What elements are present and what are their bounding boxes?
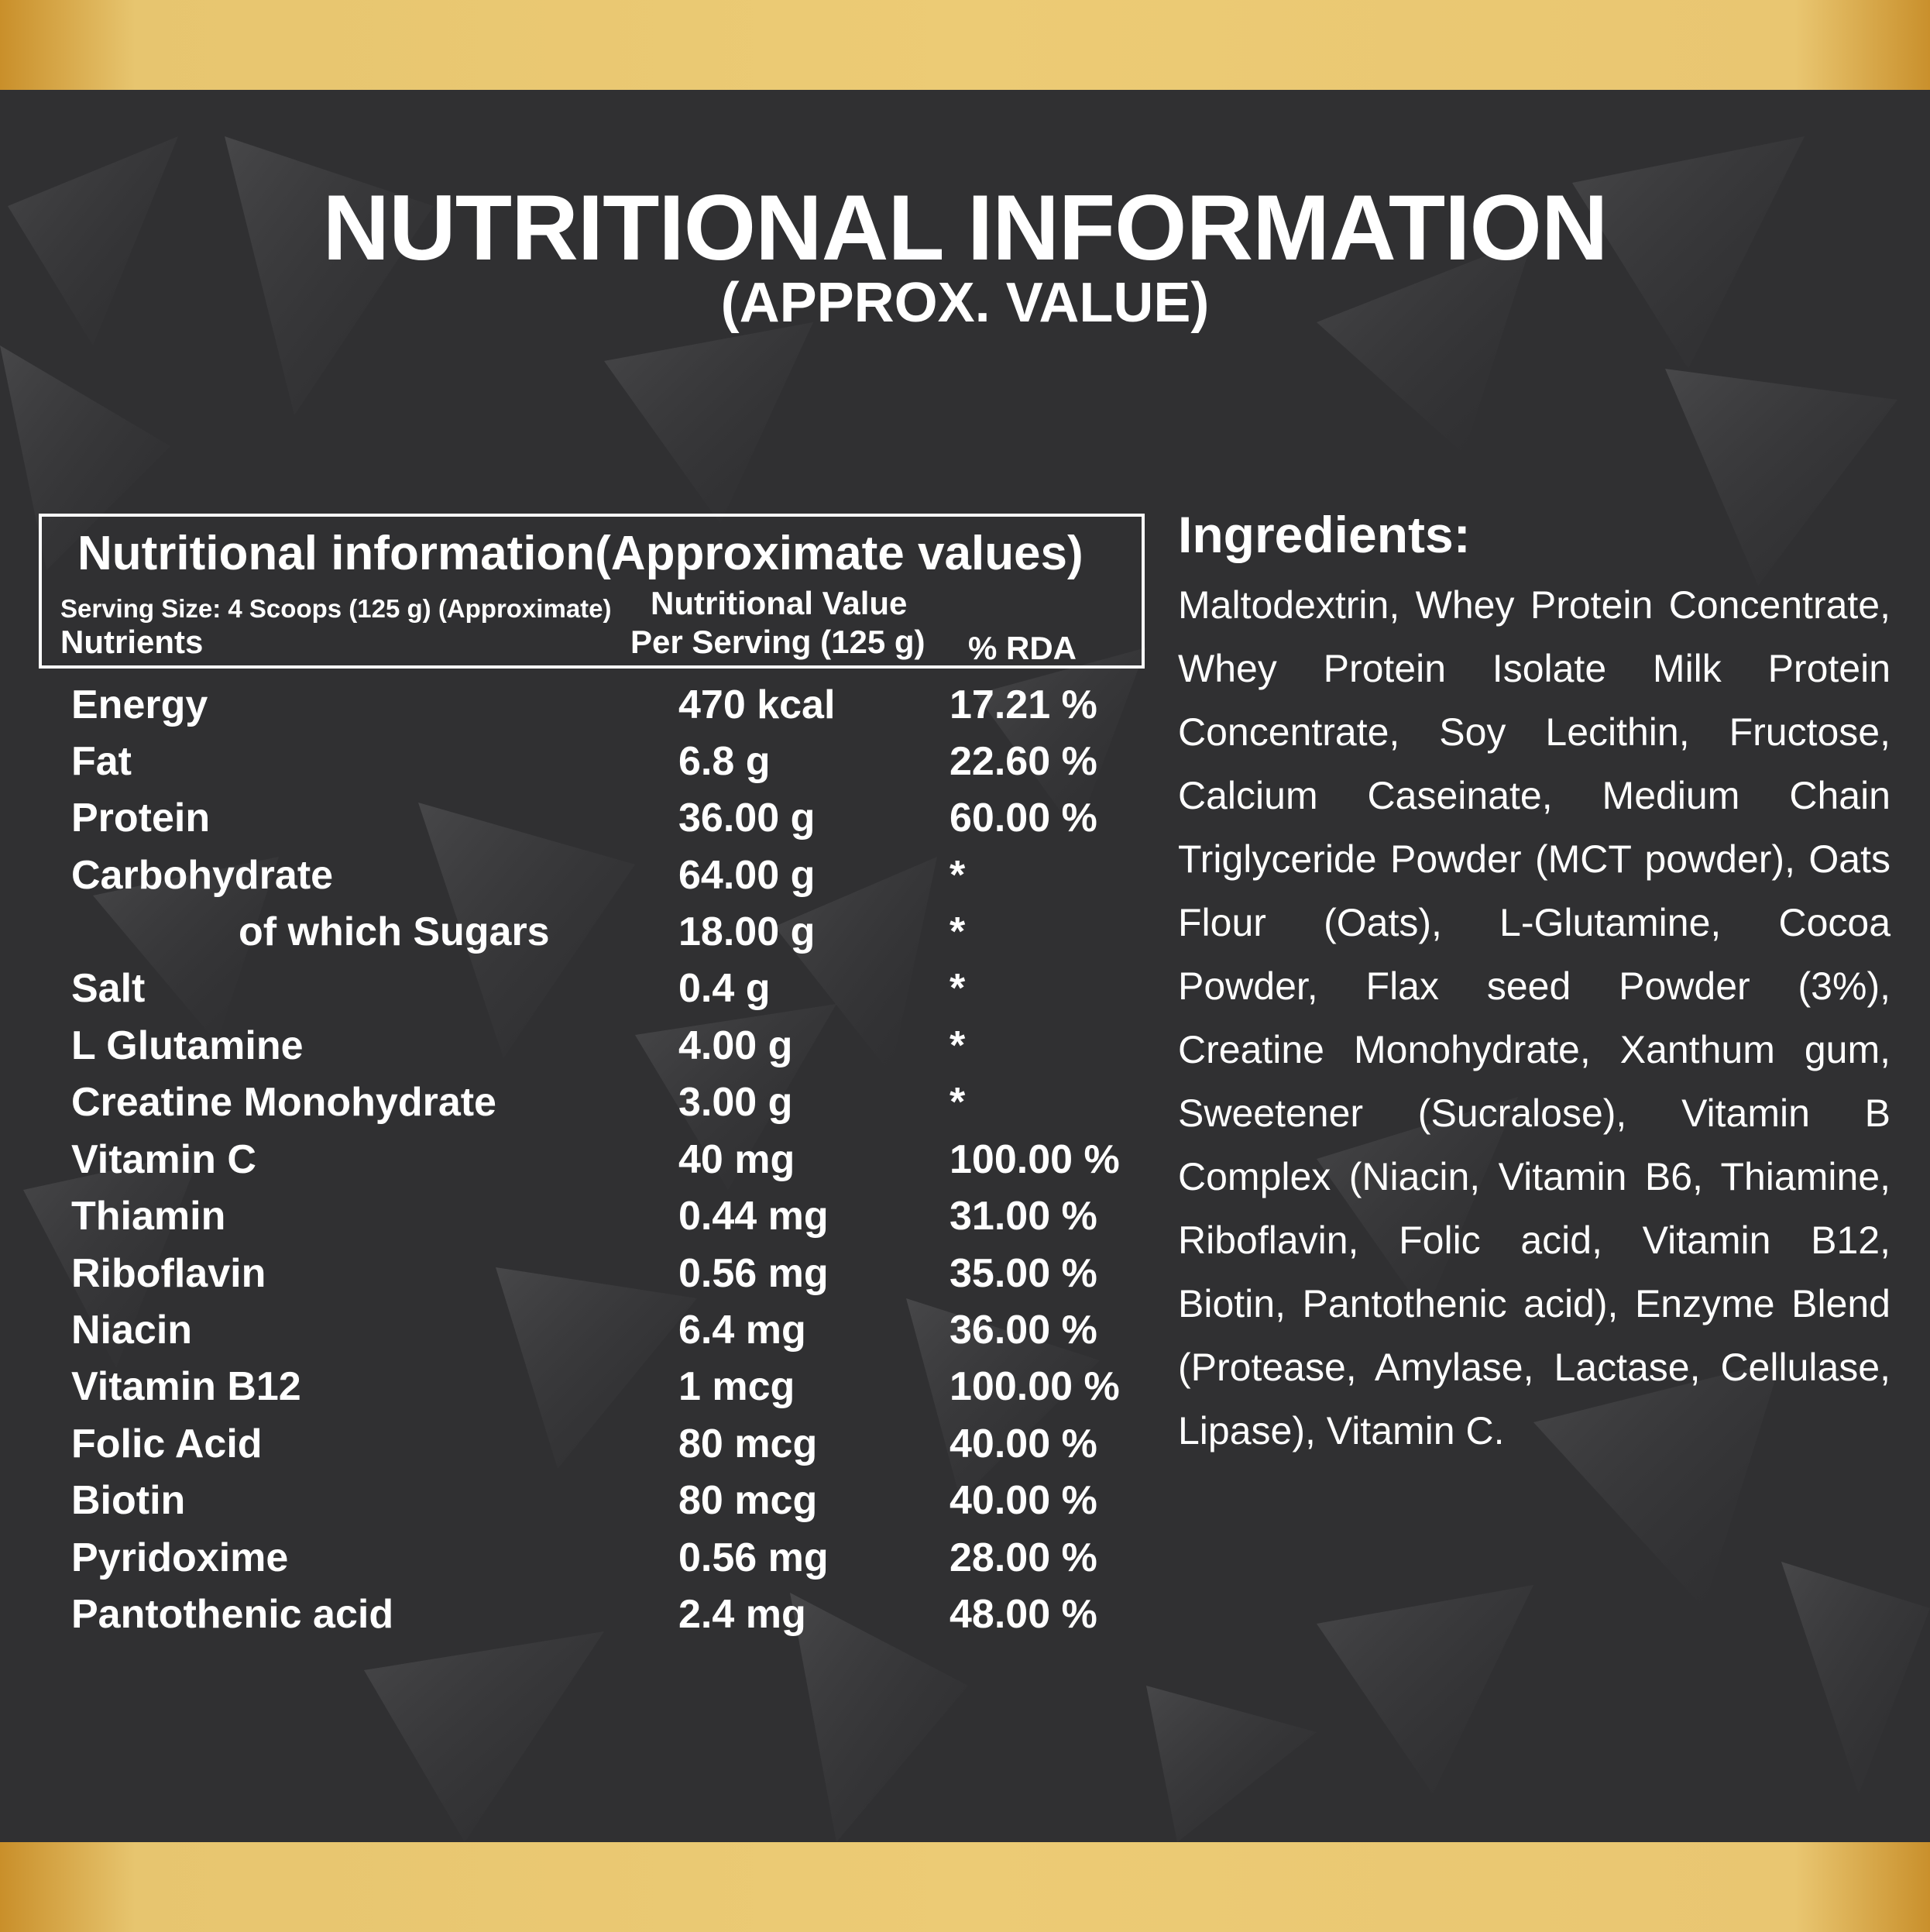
- table-row: [0, 1023, 1146, 1079]
- nutrient-name: Pyridoxime: [71, 1535, 289, 1580]
- table-header-box: [39, 514, 1145, 669]
- table-row: [0, 795, 1146, 851]
- nutrient-name: of which Sugars: [239, 909, 550, 954]
- nutrient-name: Carbohydrate: [71, 853, 334, 898]
- column-header-rda: % RDA: [968, 630, 1077, 666]
- nutrient-value: 80 mcg: [678, 1421, 818, 1466]
- column-header-value-line1: Nutritional Value: [651, 585, 908, 621]
- table-row: [0, 1535, 1146, 1591]
- nutrient-rda: 36.00 %: [950, 1308, 1097, 1353]
- nutrient-value: 6.8 g: [678, 739, 771, 784]
- nutrient-value: 36.00 g: [678, 796, 816, 841]
- nutrient-name: Vitamin B12: [71, 1364, 301, 1409]
- table-row: [0, 965, 1146, 1022]
- nutrient-value: 0.56 mg: [678, 1251, 829, 1296]
- table-row: [0, 682, 1146, 738]
- nutrient-name: Riboflavin: [71, 1251, 266, 1296]
- nutrient-name: L Glutamine: [71, 1023, 304, 1068]
- table-row: [0, 852, 1146, 909]
- nutrient-rda: *: [950, 1080, 966, 1125]
- nutrient-value: 18.00 g: [678, 909, 816, 954]
- ingredients-heading: Ingredients:: [1178, 506, 1471, 563]
- nutrient-value: 6.4 mg: [678, 1308, 806, 1353]
- nutrient-rda: 100.00 %: [950, 1364, 1120, 1409]
- nutrient-name: Biotin: [71, 1478, 186, 1523]
- nutrient-value: 0.56 mg: [678, 1535, 829, 1580]
- table-row: [0, 1477, 1146, 1534]
- nutrient-rda: 40.00 %: [950, 1421, 1097, 1466]
- nutrient-name: Energy: [71, 682, 208, 727]
- table-row: [0, 1363, 1146, 1420]
- nutrient-rda: 31.00 %: [950, 1194, 1097, 1239]
- table-row: [0, 1307, 1146, 1363]
- nutrient-name: Niacin: [71, 1308, 193, 1353]
- nutrient-rda: *: [950, 966, 966, 1011]
- table-row: [0, 1136, 1146, 1193]
- ingredients-text: Maltodextrin, Whey Protein Concentrate, Whey Protein Isolate Milk Protein Concentrate, Soy Lecithin, Fructose, Calcium Caseinate, Medium Chain Triglyceride Powder (MCT powder), Oats Flour (Oats), L-Glutamine, Cocoa Powder, Flax seed Powder (3%), Creatine Monohydrate, Xanthum gum, Sweetener (Sucralose), Vitamin B Complex (Niacin, Vitamin B6, Thiamine, Riboflavin, Folic acid, Vitamin B12, Biotin, Pantothenic acid), Enzyme Blend (Protease, Amylase, Lactase, Cellulase, Lipase), Vitamin C.: [1178, 583, 1891, 1452]
- nutrient-rda: 35.00 %: [950, 1251, 1097, 1296]
- nutrient-name: Creatine Monohydrate: [71, 1080, 496, 1125]
- serving-size: Serving Size: 4 Scoops (125 g) (Approximate): [60, 594, 612, 623]
- nutrient-rda: *: [950, 909, 966, 954]
- nutrient-value: 40 mg: [678, 1137, 795, 1182]
- page-title: NUTRITIONAL INFORMATION: [322, 176, 1608, 280]
- table-row: [0, 1193, 1146, 1250]
- nutrient-value: 1 mcg: [678, 1364, 795, 1409]
- nutrient-name: Protein: [71, 796, 211, 841]
- nutrient-rda: 17.21 %: [950, 682, 1097, 727]
- nutrient-name: Thiamin: [71, 1194, 226, 1239]
- nutrient-name: Fat: [71, 739, 132, 784]
- nutrient-rda: 100.00 %: [950, 1137, 1120, 1182]
- bottom-gold-band: [0, 1842, 1930, 1932]
- nutrient-rda: 48.00 %: [950, 1592, 1097, 1637]
- table-row: [0, 1591, 1146, 1648]
- nutrient-name: Salt: [71, 966, 146, 1011]
- nutrient-value: 4.00 g: [678, 1023, 793, 1068]
- table-row: [0, 1250, 1146, 1307]
- nutrient-value: 80 mcg: [678, 1478, 818, 1523]
- nutrient-value: 64.00 g: [678, 853, 816, 898]
- nutrient-name: Pantothenic acid: [71, 1592, 394, 1637]
- nutrient-value: 3.00 g: [678, 1080, 793, 1125]
- page-subtitle: (APPROX. VALUE): [720, 272, 1210, 334]
- nutrient-value: 470 kcal: [678, 682, 836, 727]
- nutrient-rda: 22.60 %: [950, 739, 1097, 784]
- table-title: Nutritional information(Approximate values): [77, 527, 1083, 580]
- table-row: [0, 738, 1146, 795]
- nutrient-value: 0.44 mg: [678, 1194, 829, 1239]
- column-header-nutrients: Nutrients: [60, 624, 204, 660]
- column-header-value-line2: Per Serving (125 g): [630, 624, 926, 660]
- table-row: [0, 1421, 1146, 1477]
- nutrient-rda: 40.00 %: [950, 1478, 1097, 1523]
- top-gold-band: [0, 0, 1930, 90]
- table-row: [0, 1079, 1146, 1136]
- nutrient-rda: 60.00 %: [950, 796, 1097, 841]
- nutrient-value: 2.4 mg: [678, 1592, 806, 1637]
- nutrient-rda: 28.00 %: [950, 1535, 1097, 1580]
- nutrient-rda: *: [950, 853, 966, 898]
- nutrient-value: 0.4 g: [678, 966, 771, 1011]
- nutrient-name: Folic Acid: [71, 1421, 263, 1466]
- nutrient-rda: *: [950, 1023, 966, 1068]
- table-row: [0, 909, 1146, 965]
- nutrient-name: Vitamin C: [71, 1137, 256, 1182]
